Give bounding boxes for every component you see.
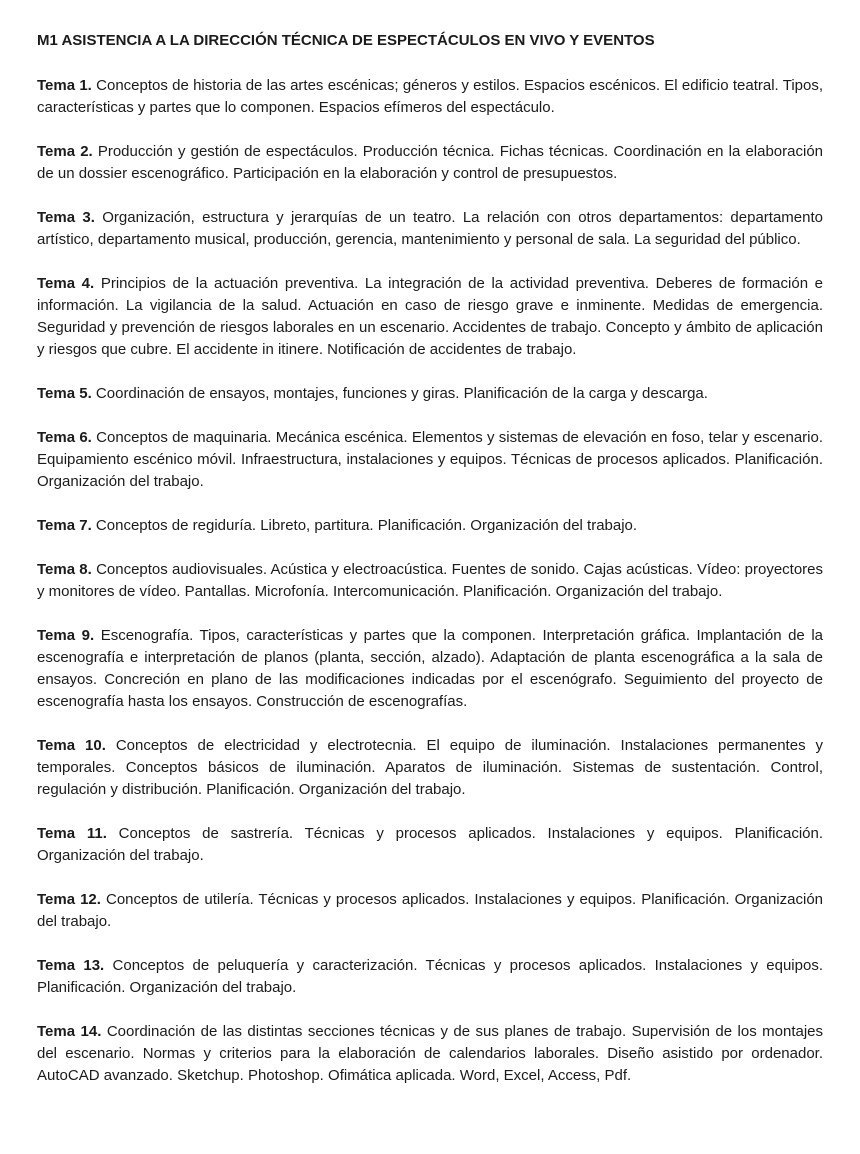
topic-text: Conceptos de peluquería y caracterización. Técnicas y procesos aplicados. Instalaciones y equipos. Planificación. Organización del trabajo. [37, 957, 823, 996]
topic-text: Principios de la actuación preventiva. La integración de la actividad preventiva. Deberes de formación e información. La vigilancia de la salud. Actuación en caso de riesgo grave e inminente. Medidas de emergencia. Seguridad y prevención de riesgos laborales en un escenario. Accidentes de trabajo. Concepto y ámbito de aplicación y riesgos que cubre. El accidente in itinere. Notificación de accidentes de trabajo. [37, 275, 824, 358]
topic-paragraph-9 [37, 625, 823, 713]
topic-label: Tema 10. [37, 737, 106, 754]
topic-paragraph-12 [37, 889, 823, 933]
topic-label: Tema 14. [37, 1023, 102, 1040]
topic-label: Tema 9. [37, 627, 95, 644]
topic-label: Tema 2. [37, 143, 93, 160]
topic-paragraph-5 [37, 383, 823, 405]
topic-text: Conceptos audiovisuales. Acústica y electroacústica. Fuentes de sonido. Cajas acústicas. Vídeo: proyectores y monitores de vídeo. Pantallas. Microfonía. Intercomunicación. Planificación. Organización del trabajo. [37, 561, 824, 600]
topic-text: Conceptos de sastrería. Técnicas y procesos aplicados. Instalaciones y equipos. Planificación. Organización del trabajo. [37, 825, 824, 864]
topic-label: Tema 7. [37, 517, 92, 534]
topic-paragraph-8 [37, 559, 823, 603]
topic-paragraph-13 [37, 955, 823, 999]
topic-paragraph-1 [37, 75, 823, 119]
topic-paragraph-2 [37, 141, 823, 185]
topic-label: Tema 1. [37, 77, 92, 94]
topic-label: Tema 3. [37, 209, 95, 226]
document-title: M1 ASISTENCIA A LA DIRECCIÓN TÉCNICA DE ESPECTÁCULOS EN VIVO Y EVENTOS [37, 32, 655, 49]
topic-paragraph-10 [37, 735, 823, 801]
topic-paragraph-11 [37, 823, 823, 867]
topic-text: Producción y gestión de espectáculos. Producción técnica. Fichas técnicas. Coordinación en la elaboración de un dossier escenográfico. Participación en la elaboración y control de presupuestos. [37, 143, 823, 182]
topic-label: Tema 8. [37, 561, 92, 578]
topic-label: Tema 12. [37, 891, 101, 908]
topic-paragraph-6 [37, 427, 823, 493]
topic-paragraph-7 [37, 515, 823, 537]
topic-label: Tema 11. [37, 825, 107, 842]
topic-text: Conceptos de electricidad y electrotecnia. El equipo de iluminación. Instalaciones permanentes y temporales. Conceptos básicos de iluminación. Aparatos de iluminación. Sistemas de sustentación. Control, regulación y distribución. Planificación. Organización del trabajo. [37, 737, 824, 798]
topic-text: Coordinación de ensayos, montajes, funciones y giras. Planificación de la carga y descarga. [95, 385, 708, 402]
topic-text: Conceptos de historia de las artes escénicas; géneros y estilos. Espacios escénicos. El edificio teatral. Tipos, características y partes que lo componen. Espacios efímeros del espectáculo. [37, 77, 824, 116]
topic-text: Conceptos de utilería. Técnicas y procesos aplicados. Instalaciones y equipos. Planificación. Organización del trabajo. [37, 891, 823, 930]
topic-label: Tema 6. [37, 429, 92, 446]
topic-paragraph-3 [37, 207, 823, 251]
topic-label: Tema 5. [37, 385, 92, 402]
topic-text: Conceptos de regiduría. Libreto, partitura. Planificación. Organización del trabajo. [95, 517, 638, 534]
topic-label: Tema 13. [37, 957, 105, 974]
topic-text: Escenografía. Tipos, características y partes que la componen. Interpretación gráfica. Implantación de la escenografía e interpretación de planos (planta, sección, alzado). Adaptación de planta escenográfica a la sala de ensayos. Concreción en plano de las modificaciones indicadas por el escenógrafo. Seguimiento del proyecto de escenografía hasta los ensayos. Construcción de escenografías. [37, 627, 824, 710]
topic-paragraph-4 [37, 273, 823, 361]
topic-label: Tema 4. [37, 275, 95, 292]
topic-text: Organización, estructura y jerarquías de un teatro. La relación con otros departamentos: departamento artístico, departamento musical, producción, gerencia, mantenimiento y personal de sala. La seguridad del público. [37, 209, 823, 248]
topic-paragraph-14 [37, 1021, 823, 1087]
topic-text: Coordinación de las distintas secciones técnicas y de sus planes de trabajo. Supervisión de los montajes del escenario. Normas y criterios para la elaboración de calendarios laborales. Diseño asistido por ordenador. AutoCAD avanzado. Sketchup. Photoshop. Ofimática aplicada. Word, Excel, Access, Pdf. [37, 1023, 824, 1084]
topic-text: Conceptos de maquinaria. Mecánica escénica. Elementos y sistemas de elevación en foso, telar y escenario. Equipamiento escénico móvil. Infraestructura, instalaciones y equipos. Técnicas de procesos aplicados. Planificación. Organización del trabajo. [37, 429, 824, 490]
